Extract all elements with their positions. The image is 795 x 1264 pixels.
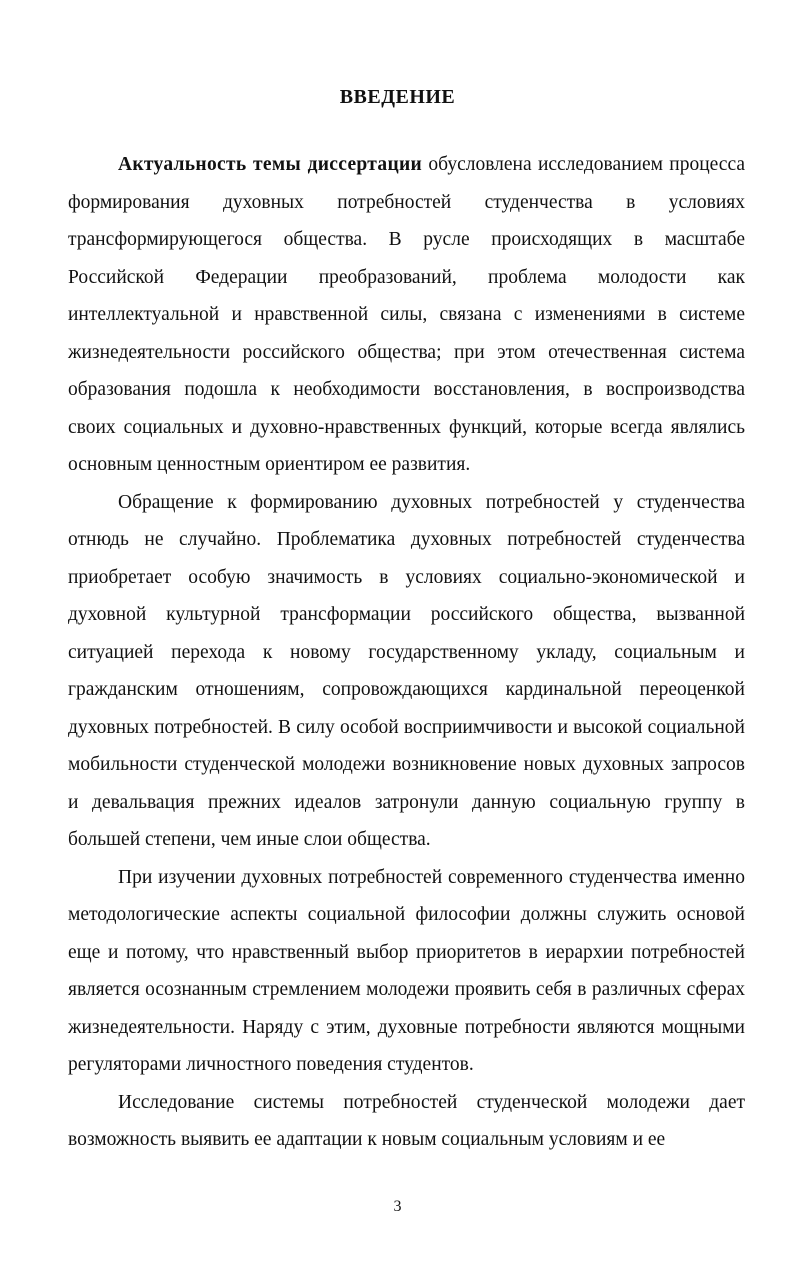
paragraph-text: обусловлена исследованием процесса формирования духовных потребностей студенчества в условиях трансформирующегося общества. В русле происходящих в масштабе Российской Федерации преобразований, проблема молодости как интеллектуальной и нравственной силы, связана с изменениями в системе жизнедеятельности российского общества; при этом отечественная система образования подошла к необходимости восстановления, в воспроизводства своих социальных и духовно-нравственных функций, которые всегда являлись основным ценностным ориентиром ее развития. <box>68 154 745 475</box>
paragraph-4: Исследование системы потребностей студенческой молодежи дает возможность выявить ее адаптации к новым социальным условиям и ее <box>68 1091 745 1150</box>
paragraph-3: При изучении духовных потребностей современного студенчества именно методологические аспекты социальной философии должны служить основой еще и потому, что нравственный выбор приоритетов в иерархии потребностей является осознанным стремлением молодежи проявить себя в различных сферах жизнедеятельности. Наряду с этим, духовные потребности являются мощными регуляторами личностного поведения студентов. <box>68 866 745 1075</box>
page-title: ВВЕДЕНИЕ <box>339 86 456 108</box>
paragraph-lead-phrase: Актуальность темы диссертации <box>118 154 423 175</box>
page-number: 3 <box>393 1198 402 1215</box>
paragraph-1 <box>68 146 745 484</box>
document-body <box>68 146 745 1159</box>
paragraph-2: Обращение к формированию духовных потребностей у студенчества отнюдь не случайно. Проблематика духовных потребностей студенчества приобретает особую значимость в условиях социально-экономической и духовной культурной трансформации российского общества, вызванной ситуацией перехода к новому государственному укладу, социальным и гражданским отношениям, сопровождающихся кардинальной переоценкой духовных потребностей. В силу особой восприимчивости и высокой социальной мобильности студенческой молодежи возникновение новых духовных запросов и девальвация прежних идеалов затронули данную социальную группу в большей степени, чем иные слои общества. <box>68 491 745 850</box>
